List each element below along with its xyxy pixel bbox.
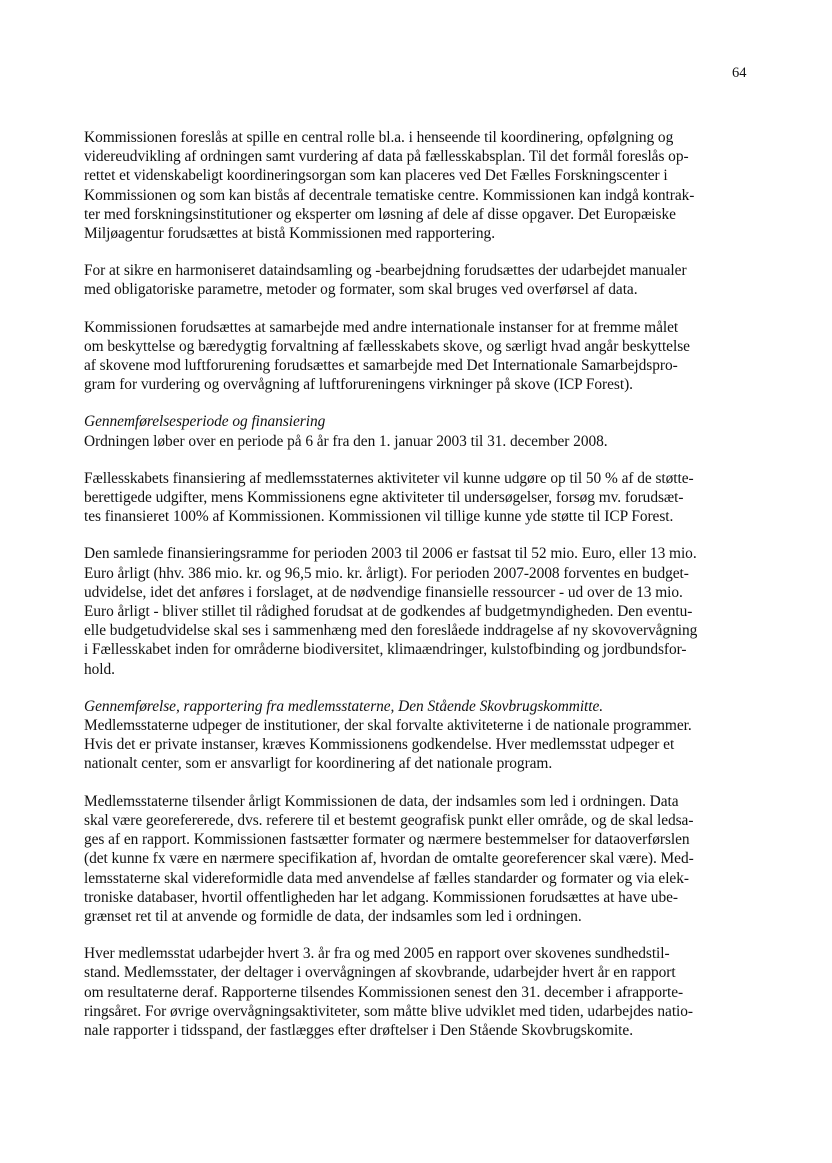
body-text [84, 128, 756, 1058]
text-line: Medlemsstaterne tilsender årligt Kommissionen de data, der indsamles som led i ordningen. Data [84, 792, 679, 810]
text-line: Hvis det er private instanser, kræves Kommissionens godkendelse. Hver medlemsstat udpeger et [84, 736, 675, 754]
text-line: Den samlede finansieringsramme for perioden 2003 til 2006 er fastsat til 52 mio. Euro, eller 13 mio. [84, 545, 697, 563]
text-line: Medlemsstaterne udpeger de institutioner, der skal forvalte aktiviteterne i de nationale programmer. [84, 717, 692, 735]
paragraph [84, 318, 756, 395]
text-line: ges af en rapport. Kommissionen fastsætter formater og nærmere bestemmelser for dataoverførslen [84, 831, 690, 849]
text-line: om beskyttelse og bæredygtig forvaltning af fællesskabets skove, og særligt hvad angår beskyttelse [84, 337, 690, 355]
text-line: Hver medlemsstat udarbejder hvert 3. år fra og med 2005 en rapport over skovenes sundhedstil- [84, 945, 670, 963]
paragraph [84, 792, 756, 926]
text-line: Kommissionen og som kan bistås af decentrale tematiske centre. Kommissionen kan indgå kontrak- [84, 186, 695, 204]
text-line: stand. Medlemsstater, der deltager i overvågningen af skovbrande, udarbejder hvert år en rapport [84, 964, 676, 982]
text-line: nale rapporter i tidsspand, der fastlægges efter drøftelser i Den Stående Skovbrugskomite. [84, 1021, 633, 1039]
text-line: hold. [84, 660, 115, 678]
section-heading: Gennemførelsesperiode og finansiering [84, 413, 326, 431]
text-line: grænset ret til at anvende og formidle de data, der indsamles som led i ordningen. [84, 907, 582, 925]
section-heading: Gennemførelse, rapportering fra medlemsstaterne, Den Stående Skovbrugskommitte. [84, 697, 604, 715]
paragraph [84, 412, 756, 450]
text-line: med obligatoriske parametre, metoder og formater, som skal bruges ved overførsel af data. [84, 281, 638, 299]
text-line: berettigede udgifter, mens Kommissionens egne aktiviteter til undersøgelser, forsøg mv. forudsæt- [84, 489, 684, 507]
text-line: Euro årligt - bliver stillet til rådighed forudsat at de godkendes af budgetmyndigheden. Den eventu- [84, 603, 693, 621]
text-line: nationalt center, som er ansvarligt for koordinering af det nationale program. [84, 755, 553, 773]
text-line: tes finansieret 100% af Kommissionen. Kommissionen vil tillige kunne yde støtte til ICP Forest. [84, 508, 674, 526]
text-line: Miljøagentur forudsættes at bistå Kommissionen med rapportering. [84, 225, 495, 243]
text-line: udvidelse, idet det anføres i forslaget, at de nødvendige finansielle ressourcer - ud over de 13 mio. [84, 583, 683, 601]
text-line: Kommissionen forudsættes at samarbejde med andre internationale instanser for at fremme målet [84, 318, 679, 336]
text-line: ringsåret. For øvrige overvågningsaktiviteter, som måtte blive udviklet med tiden, udarbejdes natio- [84, 1002, 693, 1020]
text-line: For at sikre en harmoniseret dataindsamling og -bearbejdning forudsættes der udarbejdet manualer [84, 262, 687, 280]
text-line: om resultaterne deraf. Rapporterne tilsendes Kommissionen senest den 31. december i afrapporte- [84, 983, 684, 1001]
text-line: troniske databaser, hvortil offentligheden har let adgang. Kommissionen forudsættes at have ube- [84, 888, 678, 906]
paragraph [84, 261, 756, 299]
text-line: Kommissionen foreslås at spille en central rolle bl.a. i henseende til koordinering, opfølgning og [84, 129, 674, 146]
text-line: Fællesskabets finansiering af medlemsstaternes aktiviteter vil kunne udgøre op til 50 % af de støtte- [84, 469, 694, 487]
text-line: Ordningen løber over en periode på 6 år fra den 1. januar 2003 til 31. december 2008. [84, 432, 608, 450]
paragraph [84, 544, 756, 678]
page-number: 64 [732, 65, 747, 81]
text-line: elle budgetudvidelse skal ses i sammenhæng med den foreslåede inddragelse af ny skovovervågning [84, 622, 698, 640]
paragraph [84, 697, 756, 774]
text-line: Euro årligt (hhv. 386 mio. kr. og 96,5 mio. kr. årligt). For perioden 2007-2008 forventes en budget- [84, 564, 689, 582]
paragraph [84, 944, 756, 1040]
text-line: rettet et videnskabeligt koordineringsorgan som kan placeres ved Det Fælles Forskningscenter i [84, 167, 668, 185]
text-line: skal være georefererede, dvs. referere til et bestemt geografisk punkt eller område, og de skal ledsa- [84, 811, 694, 829]
text-line: (det kunne fx være en nærmere specifikation af, hvordan de omtalte georeferencer skal være). Med- [84, 850, 694, 868]
text-line: i Fællesskabet inden for områderne biodiversitet, klimaændringer, kulstofbinding og jordbundsfor- [84, 641, 687, 659]
paragraph [84, 128, 756, 243]
text-line: lemsstaterne skal videreformidle data med anvendelse af fælles standarder og formater og via elek- [84, 869, 689, 887]
text-line: af skovene mod luftforurening forudsættes et samarbejde med Det Internationale Samarbejdspro- [84, 357, 678, 375]
text-line: ter med forskningsinstitutioner og eksperter om løsning af dele af disse opgaver. Det Europæiske [84, 205, 676, 223]
text-line: videreudvikling af ordningen samt vurdering af data på fællesskabsplan. Til det formål foreslås op- [84, 148, 689, 166]
paragraph [84, 469, 756, 527]
text-line: gram for vurdering og overvågning af luftforureningens virkninger på skove (ICP Forest). [84, 376, 633, 394]
